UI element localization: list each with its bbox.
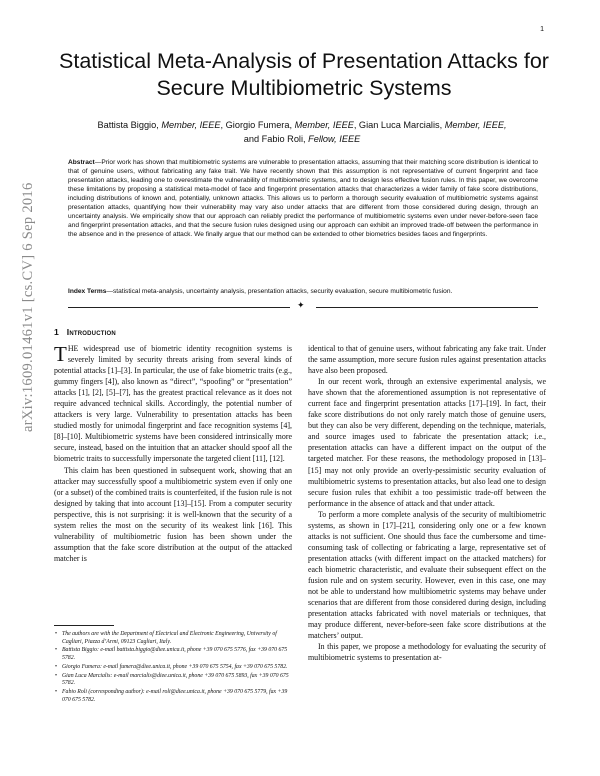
footnote-list [54, 631, 292, 704]
footnote-item: • Gian Luca Marcialis: e-mail marcialis@diee.unica.it, phone +39 070 675 5893, fax +39 070 675 5782. [62, 673, 292, 688]
author-line-2 [92, 132, 512, 146]
abstract [68, 158, 538, 239]
author-name: , Gian Luca Marcialis, [353, 120, 445, 130]
index-terms-text: —statistical meta-analysis, uncertainty analysis, presentation attacks, security evaluation, secure multibiometric fusion. [106, 288, 453, 295]
section-title: Introduction [66, 327, 116, 337]
paragraph: To perform a more complete analysis of the security of multibiometric systems, as shown in [17]–[21], considering only one or a few known attacks is not sufficient. One should thus face the cumbersome and time-consuming task of collecting or fabricating a large, representative set of presentation attacks (with different impact on the attacked matchers) for each biometric characteristic, and evaluate their subsequent effect on the fusion rule and on system security. However, even in this case, one may not be able to understand how multibiometric systems may behave under scenarios that are different from those considered during design, including presentation attacks fabricated with novel materials or techniques, that may produce different, never-before-seen fake score distributions at the matchers’ output. [308, 509, 546, 641]
divider-line-left [68, 307, 290, 308]
index-terms-label: Index Terms [68, 288, 107, 295]
left-column [54, 343, 292, 564]
paragraph: This claim has been questioned in subsequent work, showing that an attacker may successfully spoof a multibiometric system even if only one (or a subset) of the combined traits is counterfeited, if the fusion rule is not designed by taking that into account [13]–[15]. From a computer security perspective, this is not surprising: it is well-known that the security of a system relies the most on the security of its weakest link [16]. This vulnerability of multibiometric fusion has been shown under the assumption that the fake score distribution at the output of the attacked matcher is [54, 465, 292, 563]
paragraph [54, 343, 292, 465]
author-name: Battista Biggio, [97, 120, 162, 130]
drop-cap: T [54, 342, 67, 366]
abstract-label: Abstract [68, 159, 95, 166]
author-name: , Giorgio Fumera, [220, 120, 295, 130]
paragraph: In this paper, we propose a methodology for evaluating the security of multibiometric systems to presentation at- [308, 642, 546, 663]
section-heading [54, 327, 116, 337]
author-role: Member, IEEE [294, 120, 354, 130]
abstract-text: —Prior work has shown that multibiometric systems are vulnerable to presentation attacks, assuming that their matching score distribution is identical to that of genuine users, without fabricating any fake trait. We have recently shown that this assumption is not representative of current fingerprint and face presentation attacks, leading one to overestimate the vulnerability of multibiometric systems, and to design less effective fusion rules. In this paper, we overcome these limitations by proposing a statistical meta-model of face and fingerprint presentation attacks that characterizes a wider family of fake score distributions, including distributions of known and, potentially, unknown attacks. This allows us to perform a thorough security evaluation of multibiometric systems against presentation attacks, quantifying how their vulnerability may vary also under attacks that are different from those considered during design, through an uncertainty analysis. We empirically show that our approach can reliably predict the performance of multibiometric systems even under never-before-seen face and fingerprint presentation attacks, and that the secure fusion rules designed using our approach can exhibit an improved trade-off between the performance in the absence and in the presence of attack. We finally argue that our method can be extended to other biometrics besides faces and fingerprints. [68, 159, 538, 239]
author-name: and Fabio Roli, [243, 134, 309, 144]
section-divider [68, 303, 538, 311]
right-column [308, 343, 546, 663]
author-role: Member, IEEE [161, 120, 221, 130]
index-terms [68, 287, 538, 296]
paragraph-text: HE widespread use of biometric identity recognition systems is severely limited by security threats arising from several kinds of potential attacks [1]–[3]. In particular, the use of fake biometric traits (e.g., gummy fingers [4]), also known as “direct”, “spoofing” or “presentation” attacks [1], [2], [5]–[7], has the greatest practical relevance as it does not require advanced technical skills. Accordingly, the potential number of attackers is very large. Vulnerability to presentation attacks has been studied mostly for unimodal fingerprint and face recognition systems [4], [8]–[10]. Multibiometric systems have been considered intrinsically more secure, instead, based on the intuition that an attacker should spoof all the biometric traits to successfully impersonate the targeted client [11], [12]. [54, 344, 292, 464]
section-number: 1 [54, 327, 59, 337]
paragraph: identical to that of genuine users, without fabricating any fake trait. Under the same assumption, more secure fusion rules against presentation attacks have also been proposed. [308, 344, 546, 376]
paragraph: In our recent work, through an extensive experimental analysis, we have shown that the aforementioned assumption is not representative of current face and fingerprint presentation attacks [17]–[19]. In fact, their fake score distributions do not only rarely match those of genuine users, but they can also be very different, depending on the technique, materials, and source images used to fabricate the presentation attack; i.e., presentation attacks can have a different impact on the output of the targeted matcher. For these reasons, the methodology proposed in [13]–[15] may not only provide an overly-pessimistic security evaluation of multibiometric systems to presentation attacks, but also lead one to design secure fusion rules that exhibit a too pessimistic trade-off between the performance in the absence of attack and that under attack. [308, 377, 546, 508]
arxiv-watermark: arXiv:1609.01461v1 [cs.CV] 6 Sep 2016 [20, 182, 36, 432]
page-number: 1 [540, 26, 544, 33]
footnote-rule [54, 625, 114, 626]
footnote-item: • The authors are with the Department of Electrical and Electronic Engineering, University of Cagliari, Piazza d’Armi, 09123 Cagliari, Italy. [62, 631, 292, 646]
paper-title: Statistical Meta-Analysis of Presentation Attacks for Secure Multibiometric Systems [59, 49, 549, 100]
author-role: Fellow, IEEE [308, 134, 361, 144]
footnote-item: • Battista Biggio: e-mail battista.biggio@diee.unica.it, phone +39 070 675 5776, fax +39 070 675 5782. [62, 647, 292, 662]
author-list [92, 118, 512, 146]
divider-ornament-icon: ✦ [297, 301, 305, 311]
author-role: Member, IEEE, [444, 120, 507, 130]
divider-line-right [316, 307, 538, 308]
footnotes [54, 625, 292, 705]
footnote-item: • Fabio Roli (corresponding author): e-mail roli@diee.unica.it, phone +39 070 675 5779, fax +39 070 675 5782. [62, 689, 292, 704]
author-line-1 [92, 118, 512, 132]
footnote-item: • Giorgio Fumera: e-mail fumera@diee.unica.it, phone +39 070 675 5754, fax +39 070 675 5782. [62, 664, 292, 672]
